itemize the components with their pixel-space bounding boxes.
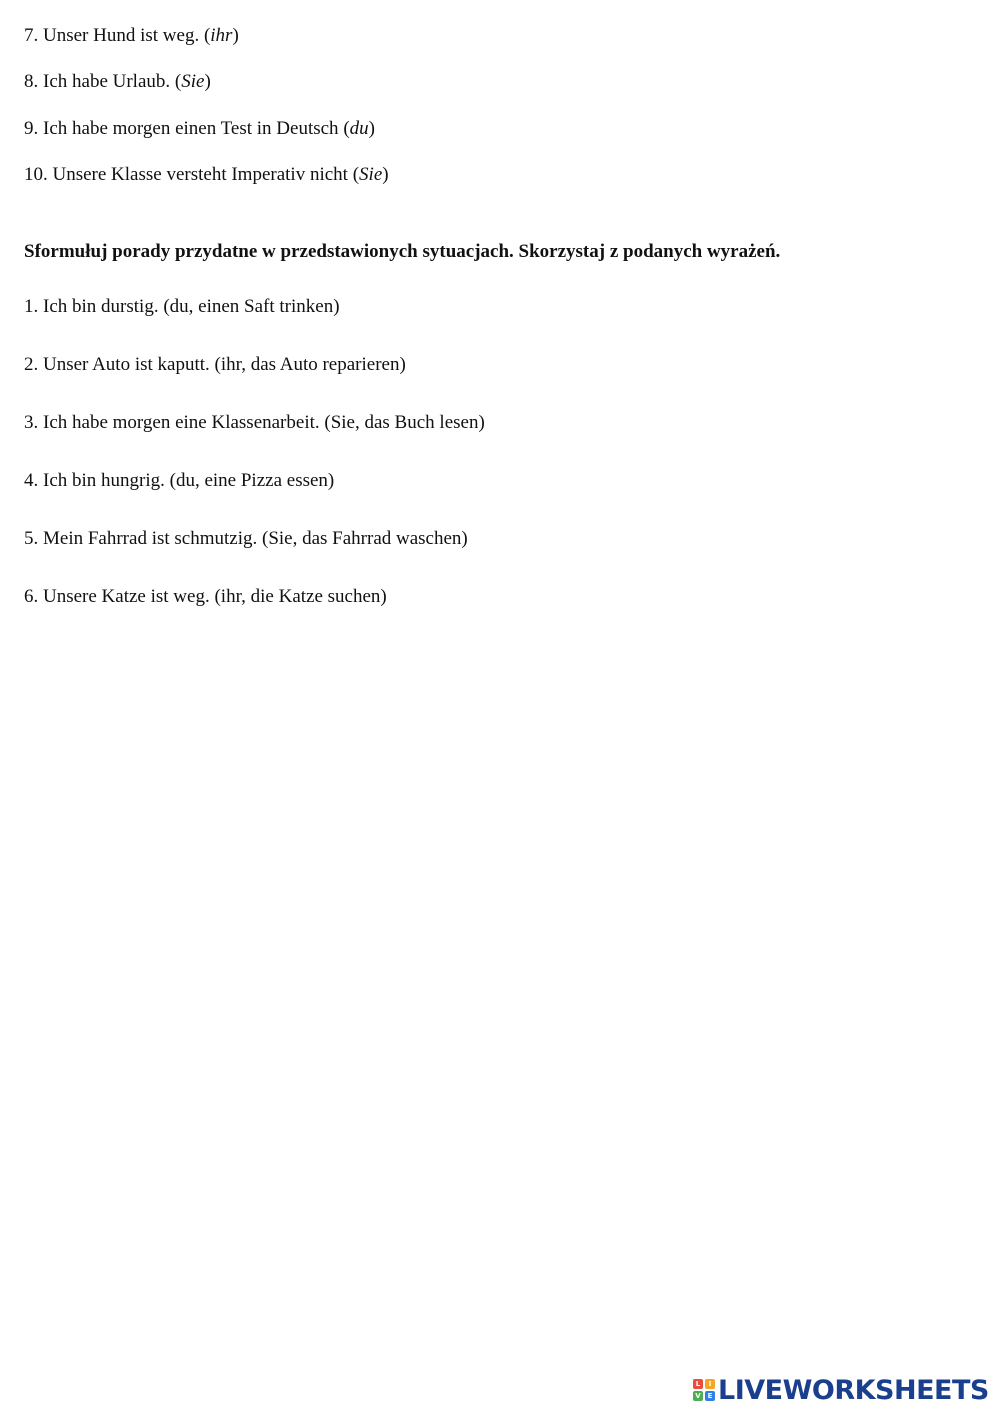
pronoun-hint: Sie — [181, 71, 205, 92]
advice-item-2: 2. Unser Auto ist kaputt. (ihr, das Auto reparieren) — [24, 354, 406, 375]
logo-mark-l: L — [693, 1379, 703, 1389]
logo-mark-e: E — [705, 1391, 715, 1401]
exercise-item-9: 9. Ich habe morgen einen Test in Deutsch (du) — [24, 118, 375, 139]
exercise-item-7: 7. Unser Hund ist weg. (ihr) — [24, 25, 239, 46]
pronoun-hint: Sie — [359, 164, 383, 185]
advice-item-6: 6. Unsere Katze ist weg. (ihr, die Katze suchen) — [24, 586, 387, 607]
advice-item-3: 3. Ich habe morgen eine Klassenarbeit. (Sie, das Buch lesen) — [24, 412, 485, 433]
logo-text: LIVEWORKSHEETS — [718, 1374, 989, 1406]
exercise-instruction: Sformułuj porady przydatne w przedstawionych sytuacjach. Skorzystaj z podanych wyrażeń. — [24, 241, 781, 262]
advice-item-4: 4. Ich bin hungrig. (du, eine Pizza essen) — [24, 470, 335, 491]
logo-mark-v: V — [693, 1391, 703, 1401]
pronoun-hint: ihr — [210, 25, 233, 46]
liveworksheets-logo — [693, 1373, 989, 1407]
logo-mark-icon — [693, 1379, 715, 1401]
exercise-item-8: 8. Ich habe Urlaub. (Sie) — [24, 71, 211, 92]
advice-item-5: 5. Mein Fahrrad ist schmutzig. (Sie, das Fahrrad waschen) — [24, 528, 468, 549]
advice-item-1: 1. Ich bin durstig. (du, einen Saft trinken) — [24, 296, 340, 317]
exercise-item-10: 10. Unsere Klasse versteht Imperativ nicht (Sie) — [24, 164, 389, 185]
logo-mark-i: I — [705, 1379, 715, 1389]
pronoun-hint: du — [349, 118, 369, 139]
